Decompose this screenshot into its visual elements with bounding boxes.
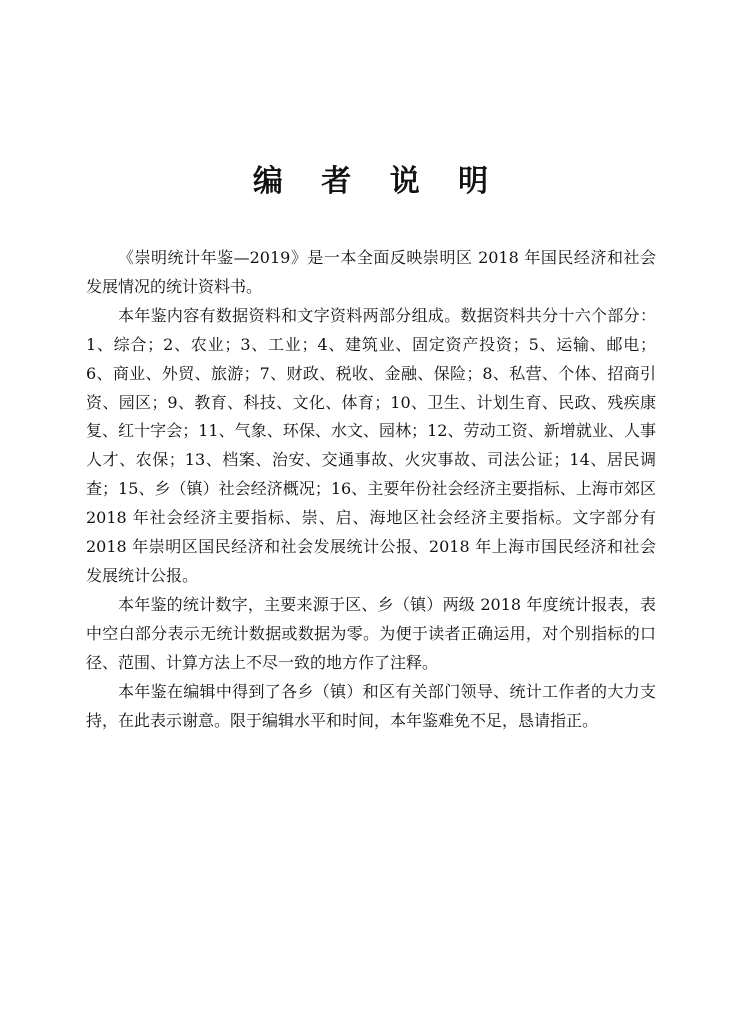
paragraph-acknowledgement: 本年鉴在编辑中得到了各乡（镇）和区有关部门领导、统计工作者的大力支持，在此表示谢意。限于编辑水平和时间，本年鉴难免不足，恳请指正。 (86, 681, 656, 730)
page-title: 编 者 说 明 (252, 164, 503, 199)
paragraph-contents: 本年鉴内容有数据资料和文字资料两部分组成。数据资料共分十六个部分：1、综合；2、农业；3、工业；4、建筑业、固定资产投资；5、运输、邮电；6、商业、外贸、旅游；7、财政、税收、金融、保险；8、私营、个体、招商引资、园区；9、教育、科技、文化、体育；10、卫生、计划生育、民政、残疾康复、红十字会；11、气象、环保、水文、园林；12、劳动工资、新增就业、人事人才、农保；13、档案、治安、交通事故、火灾事故、司法公证；14、居民调查；15、乡（镇）社会经济概况；16、主要年份社会经济主要指标、上海市郊区 2018 年社会经济主要指标、崇、启、海地区社会经济主要指标。文字部分有 2018 年崇明区国民经济和社会发展统计公报、2018 年上海市国民经济和社会发展统计公报。 (86, 305, 656, 585)
paragraph-data-sources: 本年鉴的统计数字，主要来源于区、乡（镇）两级 2018 年度统计报表，表中空白部分表示无统计数据或数据为零。为便于读者正确运用，对个别指标的口径、范围、计算方法上不尽一致的地方作了注释。 (86, 594, 656, 672)
body-text (86, 244, 656, 735)
paragraph-intro: 《崇明统计年鉴—2019》是一本全面反映崇明区 2018 年国民经济和社会发展情况的统计资料书。 (86, 248, 656, 296)
